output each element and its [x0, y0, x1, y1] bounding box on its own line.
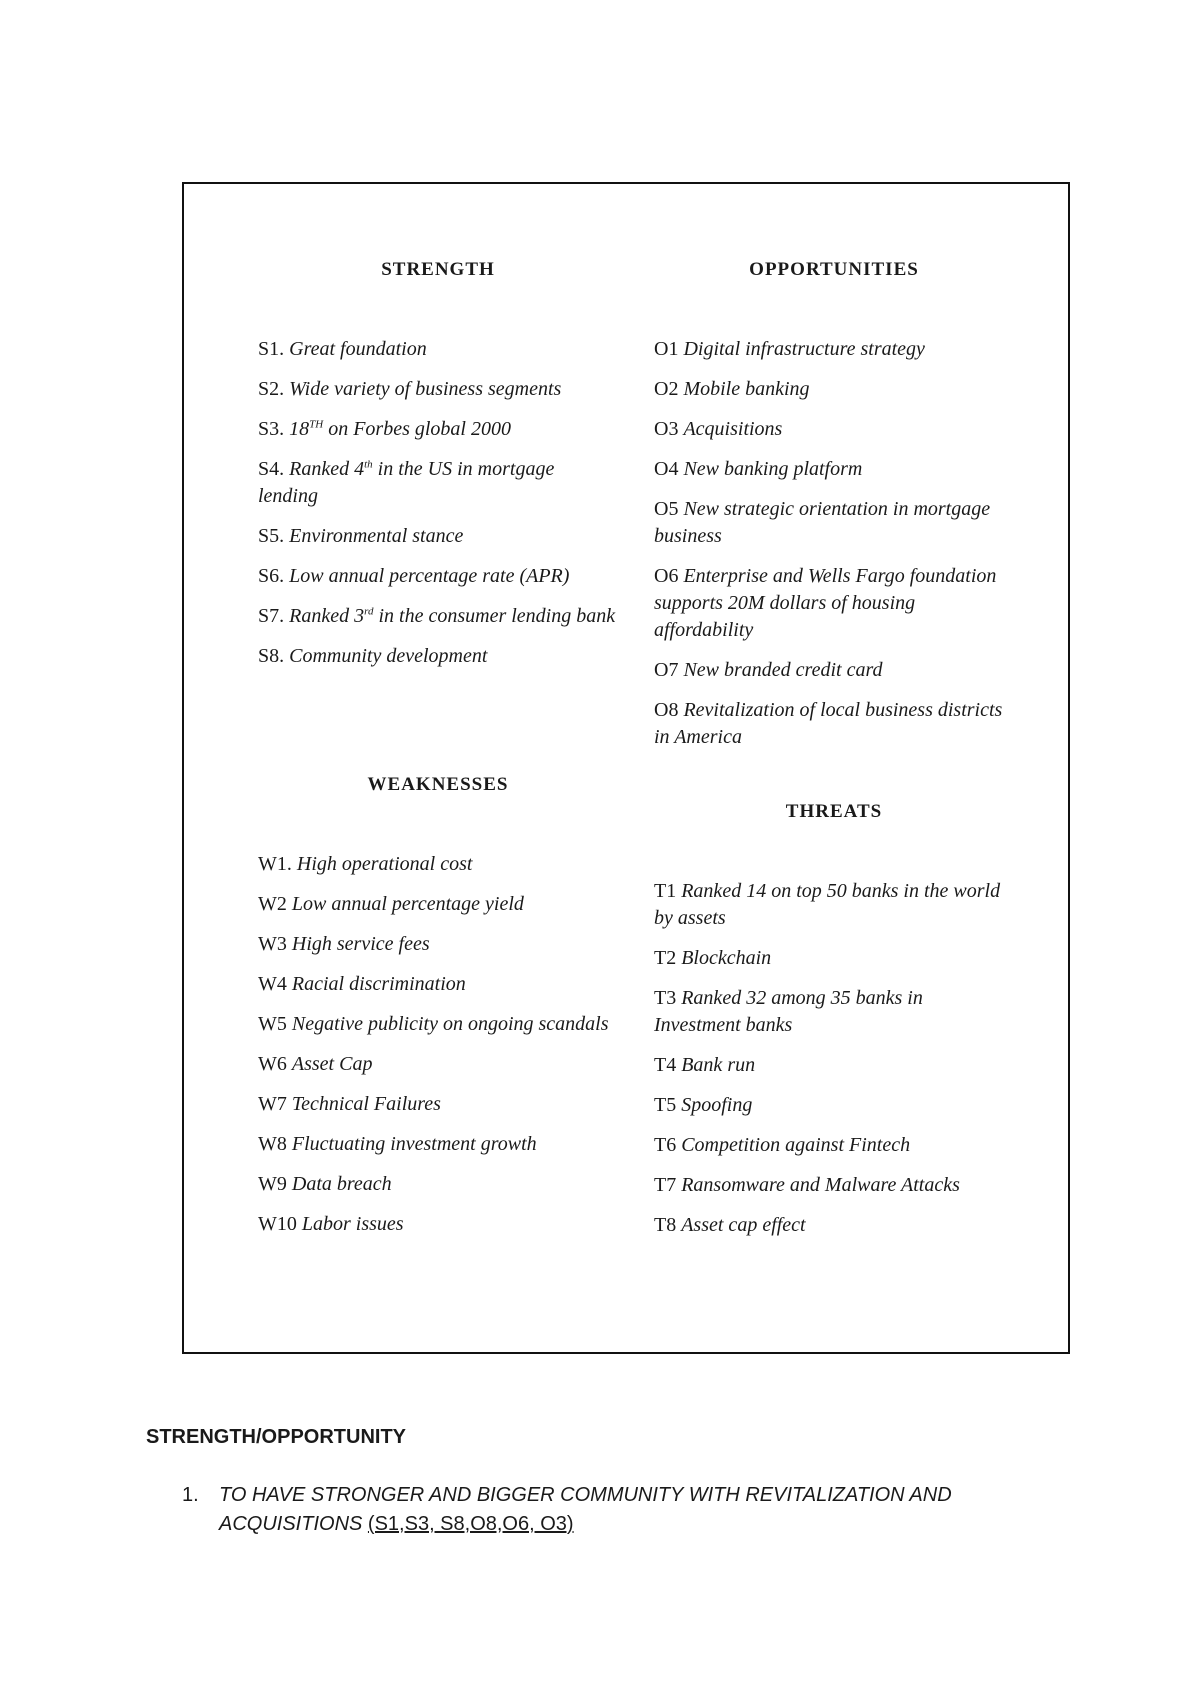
strength-item-code: S6.	[258, 565, 285, 587]
opportunities-column	[654, 259, 1014, 764]
strength-item-text: Environmental stance	[289, 525, 464, 547]
opportunities-item-code: O6	[654, 565, 679, 587]
threats-item-text: Asset cap effect	[681, 1214, 806, 1236]
opportunities-list	[654, 336, 1014, 751]
threats-item-code: T3	[654, 987, 677, 1009]
threats-item-code: T4	[654, 1054, 677, 1076]
strength-item-code: S7.	[258, 605, 285, 627]
numbered-list-item	[182, 1481, 1082, 1539]
weaknesses-item-text: Labor issues	[301, 1213, 404, 1235]
threats-item-code: T6	[654, 1134, 677, 1156]
weaknesses-column	[258, 774, 618, 1251]
weaknesses-item	[258, 891, 618, 918]
threats-list	[654, 878, 1014, 1239]
weaknesses-item	[258, 1211, 618, 1238]
strength-item-code: S5.	[258, 525, 285, 547]
opportunities-item-code: O4	[654, 458, 679, 480]
weaknesses-item-text: High operational cost	[296, 853, 473, 875]
opportunities-item-text: New banking platform	[683, 458, 863, 480]
strength-item-code: S1.	[258, 338, 285, 360]
threats-item	[654, 1132, 1014, 1159]
strength-item-text-post: in the US in mortgage lending	[258, 458, 560, 507]
strength-heading: STRENGTH	[381, 259, 495, 280]
threats-item	[654, 1212, 1014, 1239]
weaknesses-item	[258, 931, 618, 958]
opportunities-item-text: Acquisitions	[683, 418, 783, 440]
strength-item	[258, 456, 618, 510]
threats-item-text: Ranked 32 among 35 banks in Investment banks	[654, 987, 923, 1036]
opportunities-item-code: O2	[654, 378, 679, 400]
swot-matrix	[182, 182, 1070, 1354]
strength-item-text-pre: 18	[289, 418, 310, 440]
strength-item	[258, 336, 618, 363]
strength-item-text-pre: Ranked 3	[289, 605, 365, 627]
threats-item-code: T7	[654, 1174, 677, 1196]
strength-item	[258, 523, 618, 550]
weaknesses-item-code: W4	[258, 973, 287, 995]
strength-item-text-post: in the consumer lending bank	[373, 605, 616, 627]
strength-item-text-pre: Ranked 4	[289, 458, 365, 480]
strength-item	[258, 603, 618, 630]
opportunities-item	[654, 563, 1014, 644]
strength-item-text	[258, 458, 559, 507]
weaknesses-item-code: W3	[258, 933, 287, 955]
opportunities-item-text: New branded credit card	[683, 659, 883, 681]
weaknesses-heading: WEAKNESSES	[367, 774, 509, 795]
weaknesses-item-text: Technical Failures	[291, 1093, 441, 1115]
strength-column	[258, 259, 618, 683]
strength-item-text: Community development	[289, 645, 488, 667]
weaknesses-item-code: W7	[258, 1093, 287, 1115]
strength-item	[258, 643, 618, 670]
weaknesses-item-code: W2	[258, 893, 287, 915]
strength-item-text-post: on Forbes global 2000	[323, 418, 511, 440]
opportunities-heading: OPPORTUNITIES	[749, 259, 919, 280]
opportunities-item-text: New strategic orientation in mortgage business	[654, 498, 991, 547]
weaknesses-item-text: Fluctuating investment growth	[291, 1133, 537, 1155]
opportunities-item-code: O3	[654, 418, 679, 440]
strength-item-text: Great foundation	[289, 338, 427, 360]
strength-item-superscript: th	[364, 458, 373, 471]
threats-item-text: Bank run	[681, 1054, 756, 1076]
weaknesses-item	[258, 851, 618, 878]
weaknesses-item-code: W10	[258, 1213, 297, 1235]
list-number: 1.	[182, 1484, 199, 1506]
weaknesses-item	[258, 1091, 618, 1118]
opportunities-item-code: O7	[654, 659, 679, 681]
threats-item-code: T5	[654, 1094, 677, 1116]
threats-item	[654, 1092, 1014, 1119]
weaknesses-item	[258, 1171, 618, 1198]
opportunities-item	[654, 697, 1014, 751]
opportunities-item-code: O1	[654, 338, 679, 360]
weaknesses-item-code: W8	[258, 1133, 287, 1155]
weaknesses-item-code: W6	[258, 1053, 287, 1075]
threats-column	[654, 801, 1014, 1252]
list-item-refs: (S1,S3, S8,O8,O6, O3)	[367, 1513, 574, 1535]
weaknesses-list	[258, 851, 618, 1238]
list-item-text: TO HAVE STRONGER AND BIGGER COMMUNITY WITH REVITALIZATION AND ACQUISITIONS	[219, 1484, 952, 1535]
threats-item-text: Ranked 14 on top 50 banks in the world by assets	[654, 880, 1001, 929]
threats-item-text: Spoofing	[681, 1094, 753, 1116]
opportunities-item-text: Digital infrastructure strategy	[683, 338, 925, 360]
threats-heading: THREATS	[785, 801, 883, 822]
strength-list	[258, 336, 618, 670]
weaknesses-item-text: Negative publicity on ongoing scandals	[291, 1013, 609, 1035]
strength-item	[258, 563, 618, 590]
weaknesses-item-text: Asset Cap	[291, 1053, 373, 1075]
strength-item-text	[289, 605, 615, 627]
weaknesses-item-code: W5	[258, 1013, 287, 1035]
threats-item	[654, 1172, 1014, 1199]
weaknesses-item	[258, 1131, 618, 1158]
weaknesses-item-code: W1.	[258, 853, 292, 875]
strength-item	[258, 416, 618, 443]
strength-item-code: S8.	[258, 645, 285, 667]
threats-item-code: T1	[654, 880, 677, 902]
weaknesses-item-text: Data breach	[291, 1173, 392, 1195]
threats-item-code: T8	[654, 1214, 677, 1236]
threats-item	[654, 945, 1014, 972]
opportunities-item-text: Mobile banking	[683, 378, 810, 400]
threats-item	[654, 878, 1014, 932]
opportunities-item-text: Revitalization of local business districts in America	[654, 699, 1003, 748]
weaknesses-item	[258, 1051, 618, 1078]
strength-item-text: Low annual percentage rate (APR)	[289, 565, 570, 587]
strength-item	[258, 376, 618, 403]
opportunities-item	[654, 336, 1014, 363]
strength-item-superscript: TH	[309, 418, 324, 431]
strength-item-code: S3.	[258, 418, 285, 440]
strength-item-code: S4.	[258, 458, 285, 480]
weaknesses-item-text: Racial discrimination	[291, 973, 466, 995]
threats-item-text: Blockchain	[681, 947, 772, 969]
opportunities-item	[654, 416, 1014, 443]
opportunities-item	[654, 376, 1014, 403]
weaknesses-item	[258, 971, 618, 998]
opportunities-item-code: O5	[654, 498, 679, 520]
opportunities-item	[654, 456, 1014, 483]
opportunities-item-text: Enterprise and Wells Fargo foundation supports 20M dollars of housing affordability	[654, 565, 997, 641]
opportunities-item-code: O8	[654, 699, 679, 721]
opportunities-item	[654, 657, 1014, 684]
weaknesses-item-code: W9	[258, 1173, 287, 1195]
weaknesses-item	[258, 1011, 618, 1038]
threats-item-text: Competition against Fintech	[681, 1134, 911, 1156]
strength-item-superscript: rd	[364, 605, 374, 618]
weaknesses-item-text: High service fees	[291, 933, 430, 955]
threats-item	[654, 985, 1014, 1039]
threats-item	[654, 1052, 1014, 1079]
strength-item-text: Wide variety of business segments	[289, 378, 562, 400]
strength-item-text	[289, 418, 511, 440]
threats-item-code: T2	[654, 947, 677, 969]
strength-item-code: S2.	[258, 378, 285, 400]
opportunities-item	[654, 496, 1014, 550]
threats-item-text: Ransomware and Malware Attacks	[681, 1174, 960, 1196]
weaknesses-item-text: Low annual percentage yield	[291, 893, 524, 915]
section-title: STRENGTH/OPPORTUNITY	[146, 1426, 407, 1448]
